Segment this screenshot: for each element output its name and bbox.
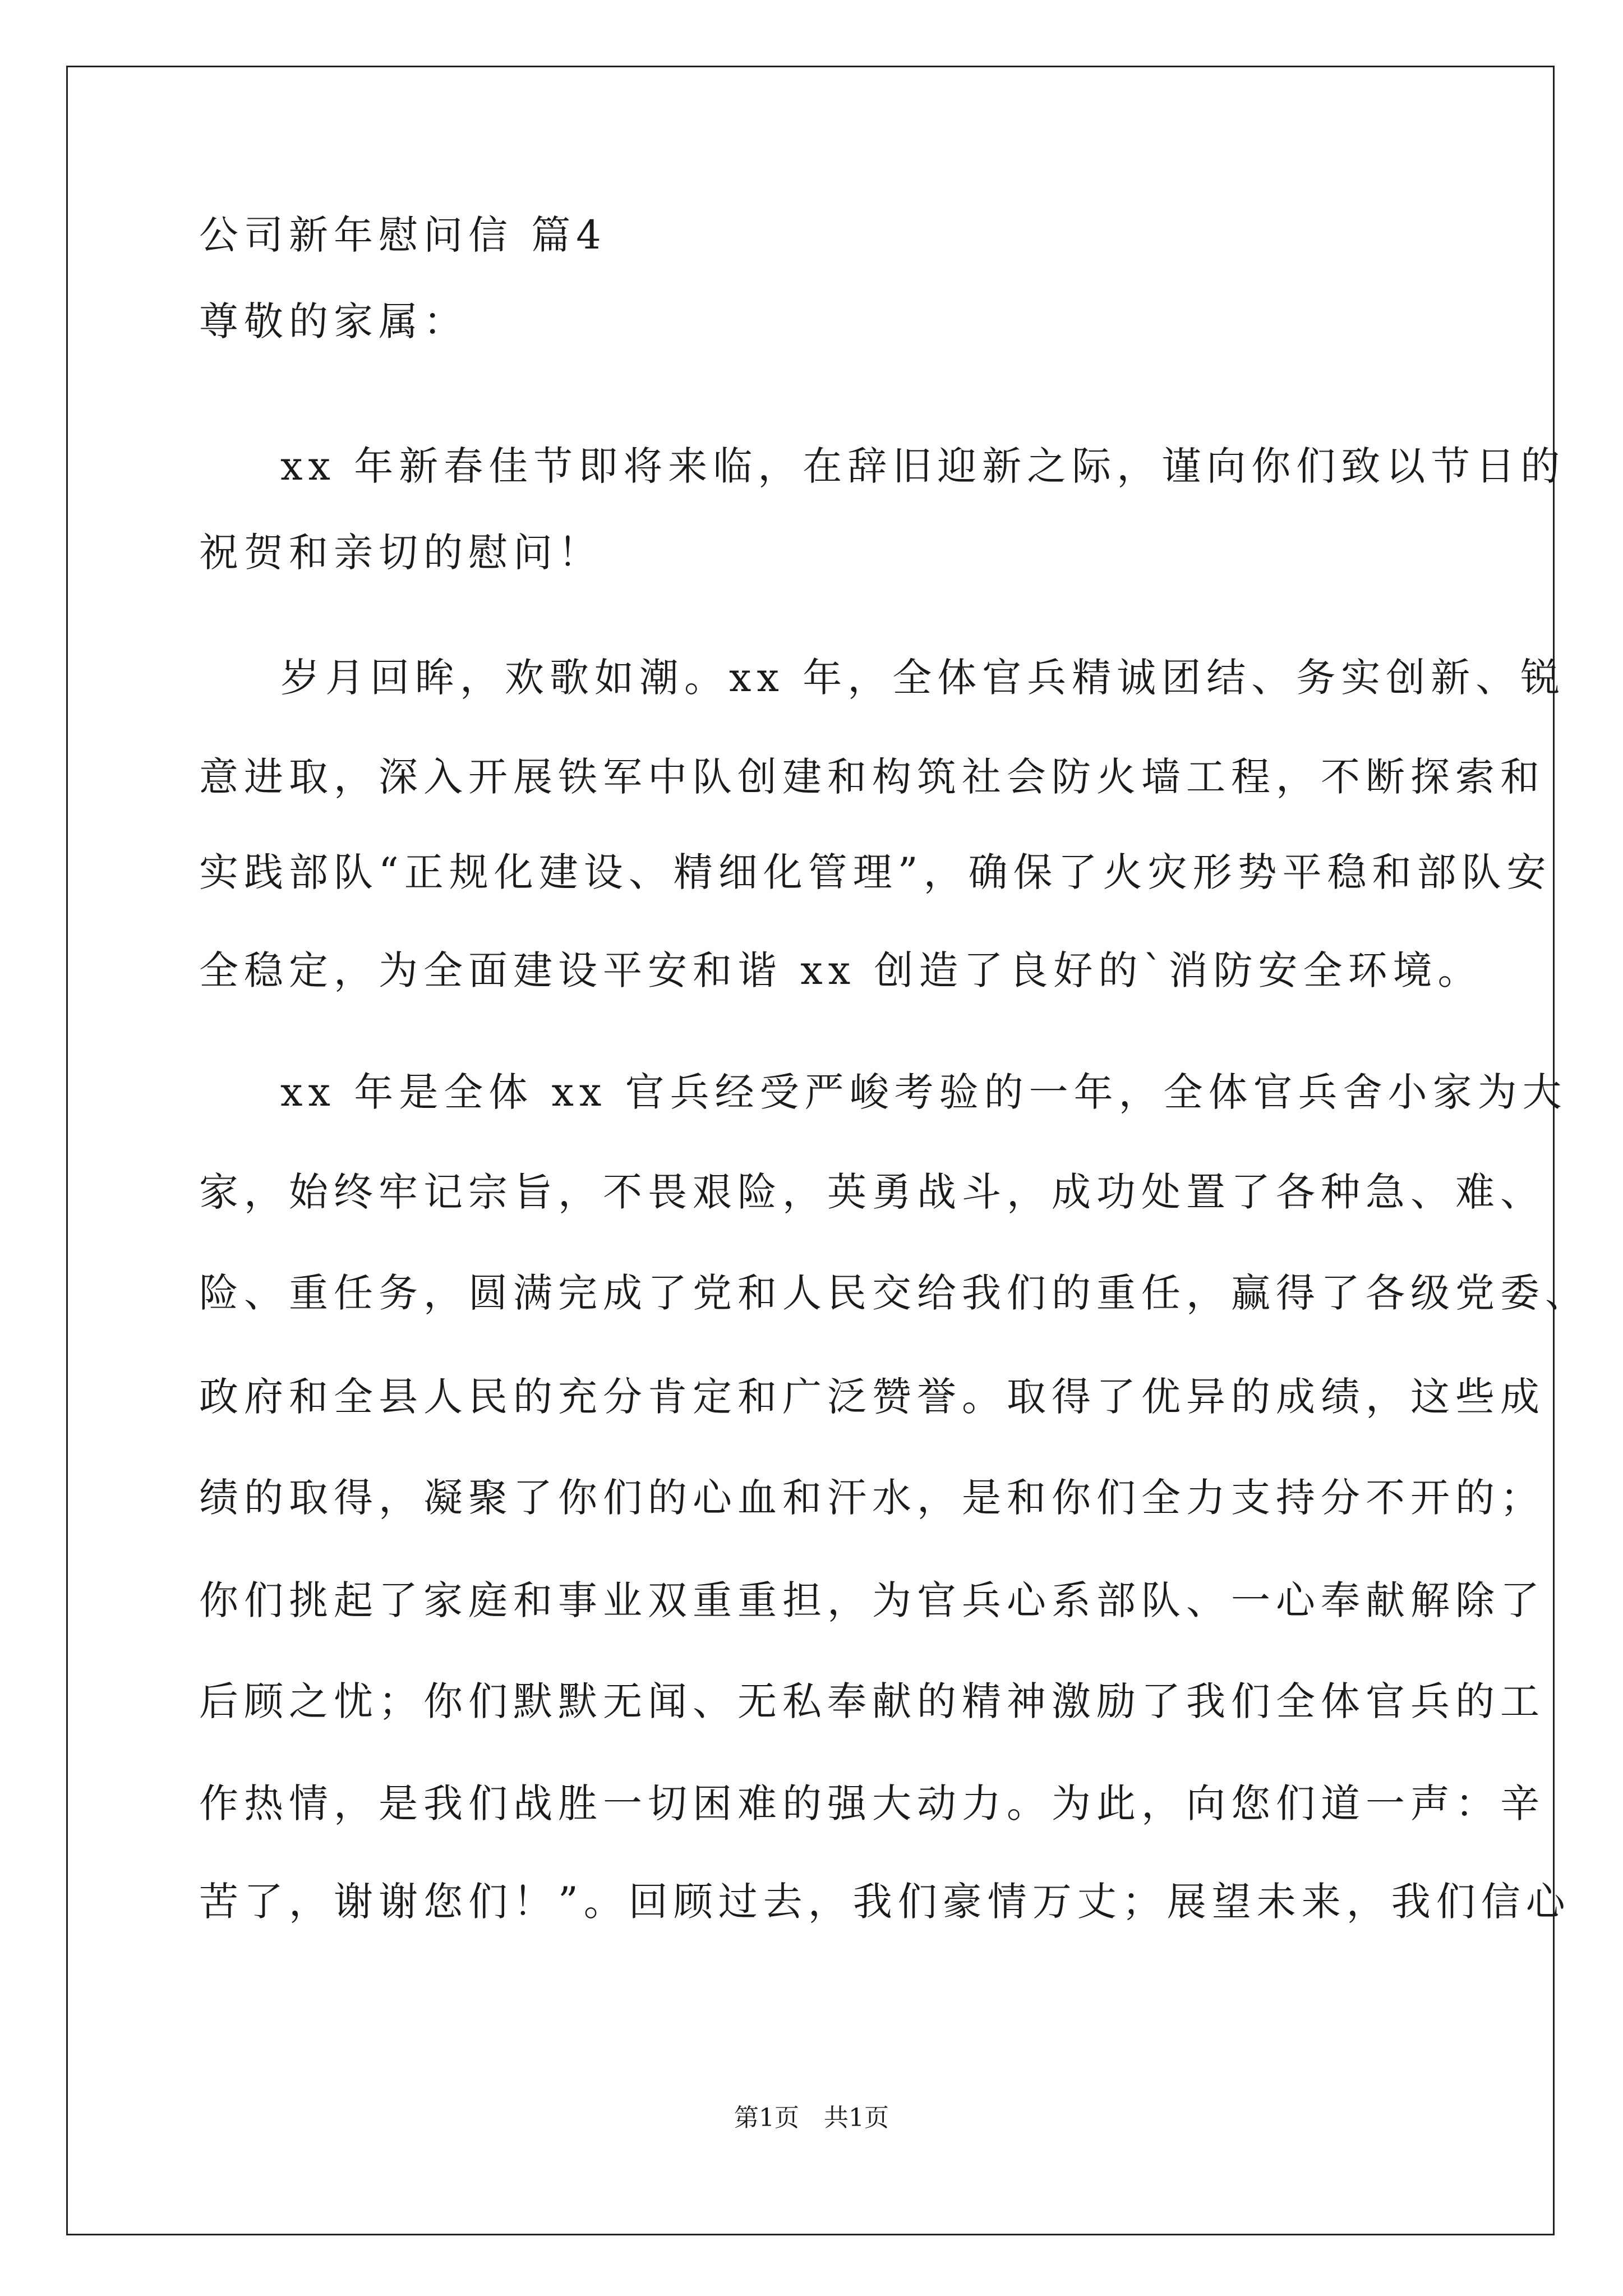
document-title: 公司新年慰问信 篇4 xyxy=(199,212,607,258)
body-line: 险、重任务，圆满完成了党和人民交给我们的重任，赢得了各级党委、 xyxy=(199,1270,1590,1316)
body-line: 你们挑起了家庭和事业双重重担，为官兵心系部队、一心奉献解除了 xyxy=(199,1577,1545,1623)
page-footer: 第1页 共1页 xyxy=(734,2104,889,2132)
body-line: 绩的取得，凝聚了你们的心血和汗水，是和你们全力支持分不开的； xyxy=(199,1475,1545,1521)
body-line: 祝贺和亲切的慰问！ xyxy=(199,530,603,576)
body-line: 作热情，是我们战胜一切困难的强大动力。为此，向您们道一声：辛 xyxy=(199,1780,1545,1826)
body-line: 岁月回眸，欢歌如潮。xx 年，全体官兵精诚团结、务实创新、锐 xyxy=(280,655,1566,701)
body-line: 家，始终牢记宗旨，不畏艰险，英勇战斗，成功处置了各种急、难、 xyxy=(199,1169,1545,1215)
body-line: 苦了，谢谢您们！”。回顾过去，我们豪情万丈；展望未来，我们信心 xyxy=(199,1879,1571,1925)
body-line: 意进取，深入开展铁军中队创建和构筑社会防火墙工程，不断探索和 xyxy=(199,754,1545,800)
body-line: 后顾之忧；你们默默无闻、无私奉献的精神激励了我们全体官兵的工 xyxy=(199,1678,1545,1724)
body-line: 实践部队“正规化建设、精细化管理”，确保了火灾形势平稳和部队安 xyxy=(199,849,1552,895)
salutation: 尊敬的家属： xyxy=(199,298,468,344)
body-line: xx 年是全体 xx 官兵经受严峻考验的一年，全体官兵舍小家为大 xyxy=(280,1069,1567,1115)
body-line: 全稳定，为全面建设平安和谐 xx 创造了良好的`消防安全环境。 xyxy=(199,947,1483,993)
body-line: 政府和全县人民的充分肯定和广泛赞誉。取得了优异的成绩，这些成 xyxy=(199,1374,1545,1420)
body-line: xx 年新春佳节即将来临，在辞旧迎新之际，谨向你们致以节日的 xyxy=(280,443,1566,489)
